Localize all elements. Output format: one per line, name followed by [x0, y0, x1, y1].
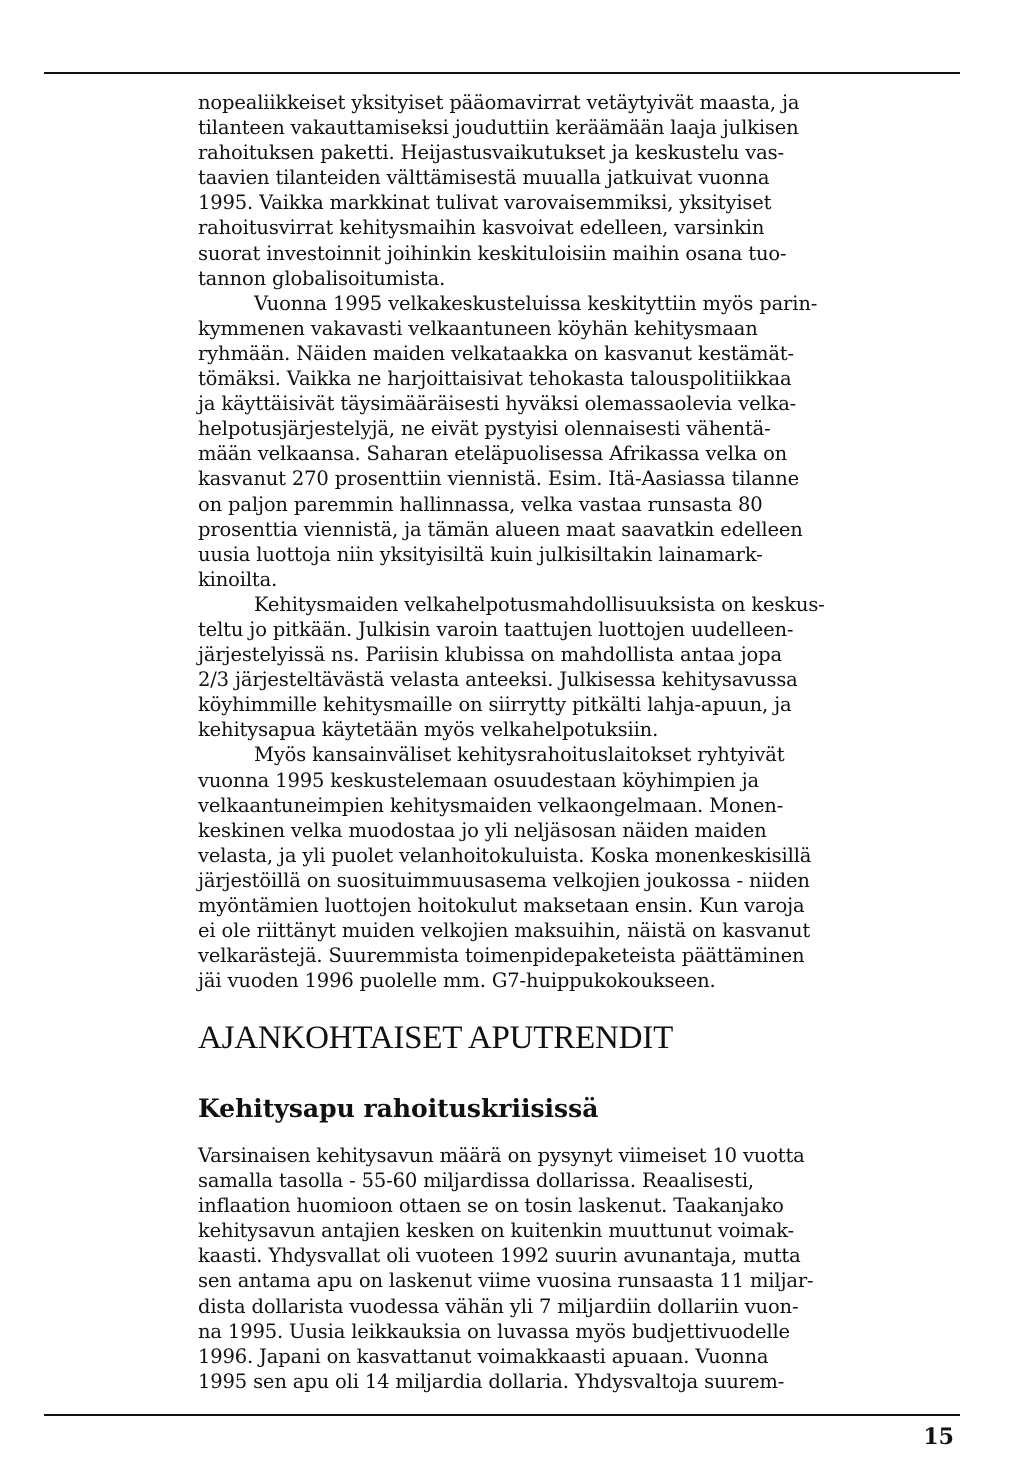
text-line: on paljon paremmin hallinnassa, velka vastaa runsasta 80 [198, 492, 763, 516]
body-text-top [198, 90, 898, 993]
text-line: 1995 sen apu oli 14 miljardia dollaria. Yhdysvaltoja suurem- [198, 1369, 785, 1393]
text-line: 1995. Vaikka markkinat tulivat varovaisemmiksi, yksityiset [198, 191, 772, 215]
text-line: tannon globalisoitumista. [198, 266, 446, 290]
text-line: vuonna 1995 keskustelemaan osuudestaan köyhimpien ja [198, 768, 759, 792]
text-line: nopealiikkeiset yksityiset pääomavirrat vetäytyivät maasta, ja [198, 91, 800, 114]
text-line: tilanteen vakauttamiseksi jouduttiin keräämään laaja julkisen [198, 116, 799, 140]
text-line: kehitysapua käytetään myös velkahelpotuksiin. [198, 718, 659, 742]
text-line: 1996. Japani on kasvattanut voimakkaasti apuaan. Vuonna [198, 1344, 769, 1368]
bottom-rule [44, 1414, 960, 1416]
text-line: samalla tasolla - 55-60 miljardissa dollarissa. Reaalisesti, [198, 1169, 754, 1193]
text-line: teltu jo pitkään. Julkisin varoin taattujen luottojen uudelleen- [198, 617, 794, 641]
text-line: ryhmään. Näiden maiden velkataakka on kasvanut kestämät- [198, 341, 794, 365]
text-line: järjestelyissä ns. Pariisin klubissa on mahdollista antaa jopa [198, 643, 782, 667]
text-line: velkarästejä. Suuremmista toimenpidepaketeista päättäminen [198, 944, 805, 968]
paragraph [198, 1143, 898, 1394]
text-line: köyhimmille kehitysmaille on siirrytty pitkälti lahja-apuun, ja [198, 693, 792, 717]
text-line: 2/3 järjesteltävästä velasta anteeksi. Julkisessa kehitysavussa [198, 668, 798, 692]
text-line: tömäksi. Vaikka ne harjoittaisivat tehokasta talouspolitiikkaa [198, 367, 792, 391]
text-line: Vuonna 1995 velkakeskusteluissa keskityttiin myös parin- [254, 291, 818, 315]
sub-heading: Kehitysapu rahoituskriisissä [198, 1094, 599, 1123]
text-line: ei ole riittänyt muiden velkojien maksuihin, näistä on kasvanut [198, 919, 811, 943]
text-line: Varsinaisen kehitysavun määrä on pysynyt viimeiset 10 vuotta [198, 1144, 805, 1167]
text-line: kaasti. Yhdysvallat oli vuoteen 1992 suurin avunantaja, mutta [198, 1244, 801, 1268]
text-line: kehitysavun antajien kesken on kuitenkin muuttunut voimak- [198, 1219, 794, 1243]
page-number: 15 [923, 1424, 954, 1450]
text-line: rahoituksen paketti. Heijastusvaikutukset ja keskustelu vas- [198, 141, 784, 165]
text-line: Kehitysmaiden velkahelpotusmahdollisuuksista on keskus- [254, 592, 825, 616]
text-line: myöntämien luottojen hoitokulut maksetaan ensin. Kun varoja [198, 894, 805, 917]
section-heading: AJANKOHTAISET APUTRENDIT [198, 1020, 674, 1056]
top-rule [44, 72, 960, 74]
text-line: rahoitusvirrat kehitysmaihin kasvoivat edelleen, varsinkin [198, 216, 765, 240]
paragraph [198, 742, 898, 993]
text-line: kasvanut 270 prosenttiin viennistä. Esim. Itä-Aasiassa tilanne [198, 467, 800, 491]
text-line: uusia luottoja niin yksityisiltä kuin julkisiltakin lainamark- [198, 542, 763, 566]
text-line: velkaantuneimpien kehitysmaiden velkaongelmaan. Monen- [198, 793, 784, 817]
text-line: kymmenen vakavasti velkaantuneen köyhän kehitysmaan [198, 316, 758, 340]
text-line: ja käyttäisivät täysimääräisesti hyväksi olemassaolevia velka- [198, 392, 797, 416]
paragraph [198, 90, 898, 291]
text-line: sen antama apu on laskenut viime vuosina runsaasta 11 miljar- [198, 1269, 814, 1293]
text-line: na 1995. Uusia leikkauksia on luvassa myös budjettivuodelle [198, 1319, 790, 1343]
text-line: mään velkaansa. Saharan eteläpuolisessa Afrikassa velka on [198, 442, 788, 466]
text-line: velasta, ja yli puolet velanhoitokuluista. Koska monenkeskisillä [198, 843, 812, 867]
text-line: keskinen velka muodostaa jo yli neljäsosan näiden maiden [198, 818, 767, 842]
text-line: kinoilta. [198, 567, 278, 591]
paragraph [198, 592, 898, 743]
text-line: suorat investoinnit joihinkin keskituloisiin maihin osana tuo- [198, 241, 787, 265]
text-line: taavien tilanteiden välttämisestä muualla jatkuivat vuonna [198, 166, 770, 190]
text-line: inflaation huomioon ottaen se on tosin laskenut. Taakanjako [198, 1194, 784, 1218]
text-line: järjestöillä on suosituimmuusasema velkojien joukossa - niiden [198, 868, 810, 892]
text-line: helpotusjärjestelyjä, ne eivät pystyisi olennaisesti vähentä- [198, 417, 771, 441]
text-line: prosenttia viennistä, ja tämän alueen maat saavatkin edelleen [198, 517, 803, 541]
paragraph [198, 291, 898, 592]
text-line: Myös kansainväliset kehitysrahoituslaitokset ryhtyivät [254, 743, 785, 767]
body-text-bottom [198, 1143, 898, 1394]
text-line: dista dollarista vuodessa vähän yli 7 miljardiin dollariin vuon- [198, 1294, 799, 1318]
text-line: jäi vuoden 1996 puolelle mm. G7-huippukokoukseen. [198, 969, 716, 993]
